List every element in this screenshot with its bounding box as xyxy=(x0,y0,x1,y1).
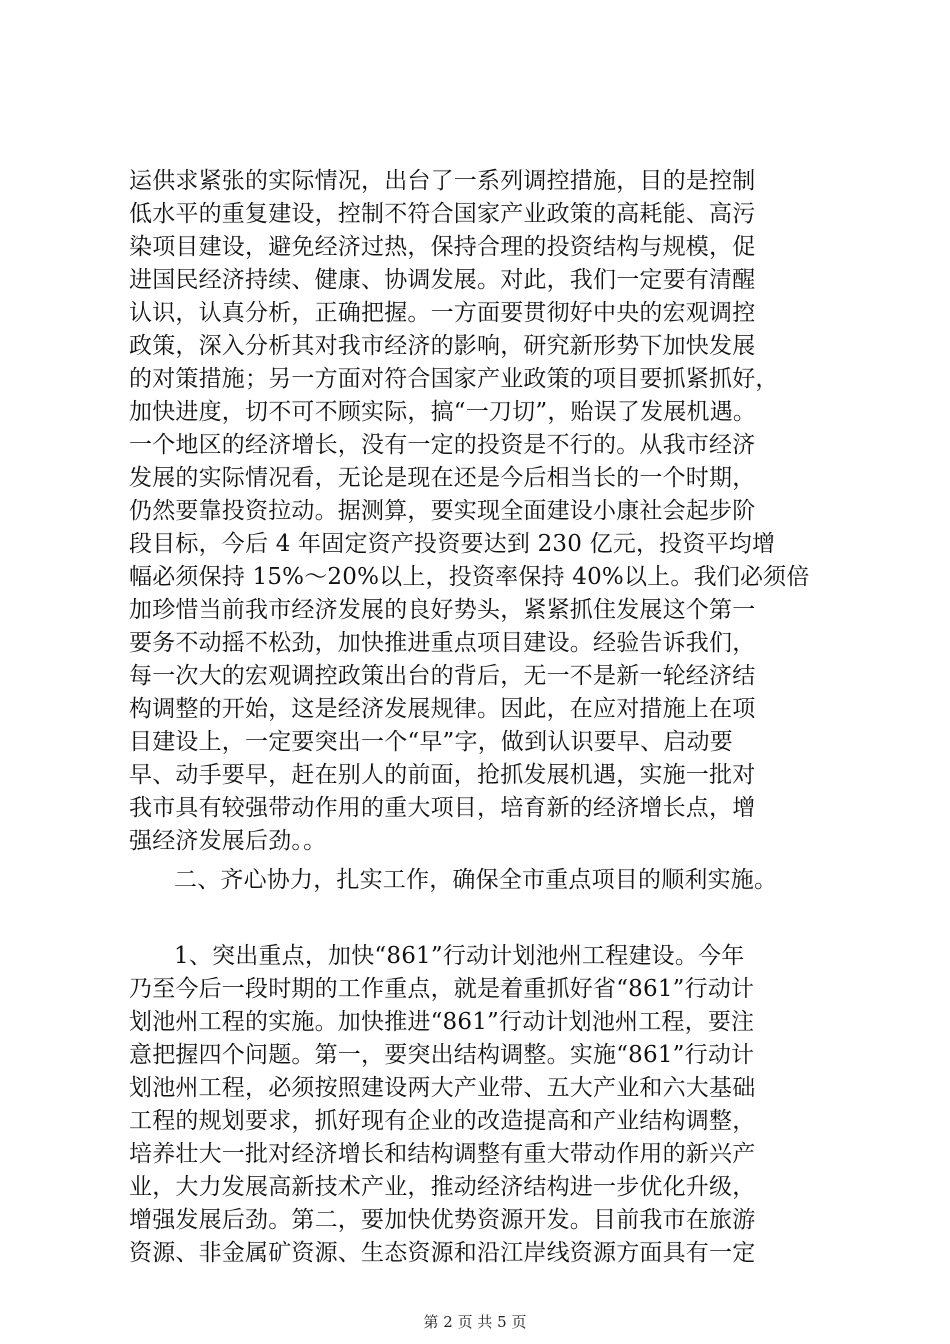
body-text-line: 低水平的重复建设，控制不符合国家产业政策的高耗能、高污 xyxy=(129,201,756,227)
body-text-line: 要务不动摇不松劲，加快推进重点项目建设。经验告诉我们， xyxy=(129,630,756,656)
body-text-line: 一个地区的经济增长，没有一定的投资是不行的。从我市经济 xyxy=(129,432,756,458)
body-text-line: 资源、非金属矿资源、生态资源和沿江岸线资源方面具有一定 xyxy=(129,1240,756,1266)
body-text-line: 早、动手要早，赶在别人的前面，抢抓发展机遇，实施一批对 xyxy=(129,762,756,788)
body-text-line: 我市具有较强带动作用的重大项目，培育新的经济增长点，增 xyxy=(129,795,756,821)
section-heading: 二、齐心协力，扎实工作，确保全市重点项目的顺利实施。 xyxy=(174,867,778,893)
body-text-line: 政策，深入分析其对我市经济的影响，研究新形势下加快发展 xyxy=(129,333,756,359)
body-text-line: 加珍惜当前我市经济发展的良好势头，紧紧抓住发展这个第一 xyxy=(129,597,756,623)
body-text-line: 染项目建设，避免经济过热，保持合理的投资结构与规模，促 xyxy=(129,234,756,260)
body-text-line: 强经济发展后劲。。 xyxy=(129,828,327,854)
body-text-line: 工程的规划要求，抓好现有企业的改造提高和产业结构调整， xyxy=(129,1108,756,1134)
body-text-line: 进国民经济持续、健康、协调发展。对此，我们一定要有清醒 xyxy=(129,267,756,293)
body-text-line: 乃至今后一段时期的工作重点，就是着重抓好省“861”行动计 xyxy=(129,976,755,1002)
body-text-line: 划池州工程的实施。加快推进“861”行动计划池州工程，要注 xyxy=(129,1009,755,1035)
body-text-line: 运供求紧张的实际情况，出台了一系列调控措施，目的是控制 xyxy=(129,168,756,194)
body-text-line: 1、突出重点，加快“861”行动计划池州工程建设。今年 xyxy=(174,943,745,969)
body-text-line: 划池州工程，必须按照建设两大产业带、五大产业和六大基础 xyxy=(129,1075,756,1101)
body-text-line: 仍然要靠投资拉动。据测算，要实现全面建设小康社会起步阶 xyxy=(129,498,756,524)
page-number-footer: 第 2 页 共 5 页 xyxy=(423,1313,527,1331)
body-text-line: 幅必须保持 15%～20%以上，投资率保持 40%以上。我们必须倍 xyxy=(129,564,810,590)
body-text-line: 意把握四个问题。第一，要突出结构调整。实施“861”行动计 xyxy=(129,1042,755,1068)
body-text-line: 加快进度，切不可不顾实际，搞“一刀切”，贻误了发展机遇。 xyxy=(129,399,757,425)
body-text-line: 构调整的开始，这是经济发展规律。因此，在应对措施上在项 xyxy=(129,696,756,722)
body-text-line: 培养壮大一批对经济增长和结构调整有重大带动作用的新兴产 xyxy=(129,1141,756,1167)
body-text-line: 的对策措施；另一方面对符合国家产业政策的项目要抓紧抓好， xyxy=(129,366,779,392)
body-text-line: 目建设上，一定要突出一个“早”字，做到认识要早、启动要 xyxy=(129,729,733,755)
body-text-line: 段目标，今后 4 年固定资产投资要达到 230 亿元，投资平均增 xyxy=(129,531,776,557)
body-text-line: 每一次大的宏观调控政策出台的背后，无一不是新一轮经济结 xyxy=(129,663,756,689)
body-text-line: 增强发展后劲。第二，要加快优势资源开发。目前我市在旅游 xyxy=(129,1207,756,1233)
body-text-line: 认识，认真分析，正确把握。一方面要贯彻好中央的宏观调控 xyxy=(129,300,756,326)
body-text-line: 业，大力发展高新技术产业，推动经济结构进一步优化升级， xyxy=(129,1174,756,1200)
body-text-line: 发展的实际情况看，无论是现在还是今后相当长的一个时期， xyxy=(129,465,756,491)
